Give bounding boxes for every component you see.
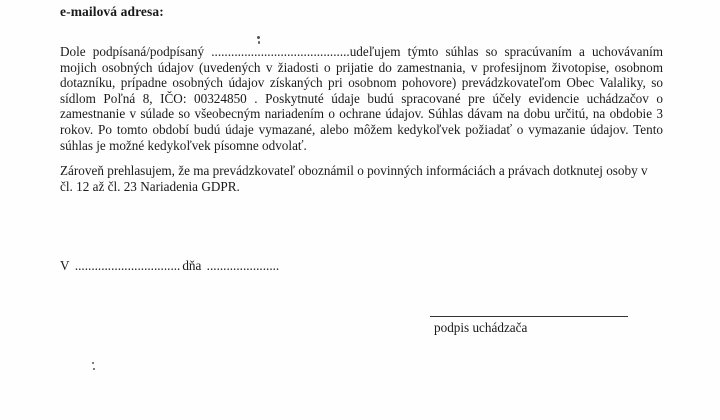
gdpr-declaration-paragraph: Zároveň prehlasujem, že ma prevádzkovateľ oboznámil o povinných informáciách a právach dotknutej osoby v čl. 12 až čl. 23 Nariadenia GDPR. <box>60 163 648 194</box>
scan-speck <box>258 41 260 44</box>
scan-speck <box>92 362 94 364</box>
date-prefix: dňa <box>182 258 202 273</box>
scan-speck <box>93 368 95 370</box>
place-prefix: V <box>60 258 70 273</box>
email-address-label: e-mailová adresa: <box>60 4 164 19</box>
place-blank: ................................ <box>74 258 181 273</box>
date-blank: ...................... <box>206 258 280 273</box>
place-and-date-line <box>60 258 281 274</box>
consent-paragraph: Dole podpísaná/podpísaný ..........................................udeľujem týmto súhlas so spracúvaním a uchovávaním mojich osobných údajov (uvedených v žiadosti o prijatie do zamestnania, v profesijnom životopise, osobnom dotazníku, prípadne osobných údajov získaných pri osobnom pohovore) prevádzkovateľom Obec Valaliky, so sídlom Poľná 8, IČO: 00324850 . Poskytnuté údaje budú spracované pre účely evidencie uchádzačov o zamestnanie v súlade so všeobecným nariadením o ochrane údajov. Súhlas dávam na dobu určitú, na obdobie 3 rokov. Po tomto období budú údaje vymazané, alebo môžem kedykoľvek požiadať o vymazanie údajov. Tento súhlas je možné kedykoľvek písomne odvolať. <box>60 44 663 153</box>
signature-label: podpis uchádzača <box>434 320 528 335</box>
scan-speck <box>257 36 260 39</box>
signature-line <box>430 316 628 317</box>
